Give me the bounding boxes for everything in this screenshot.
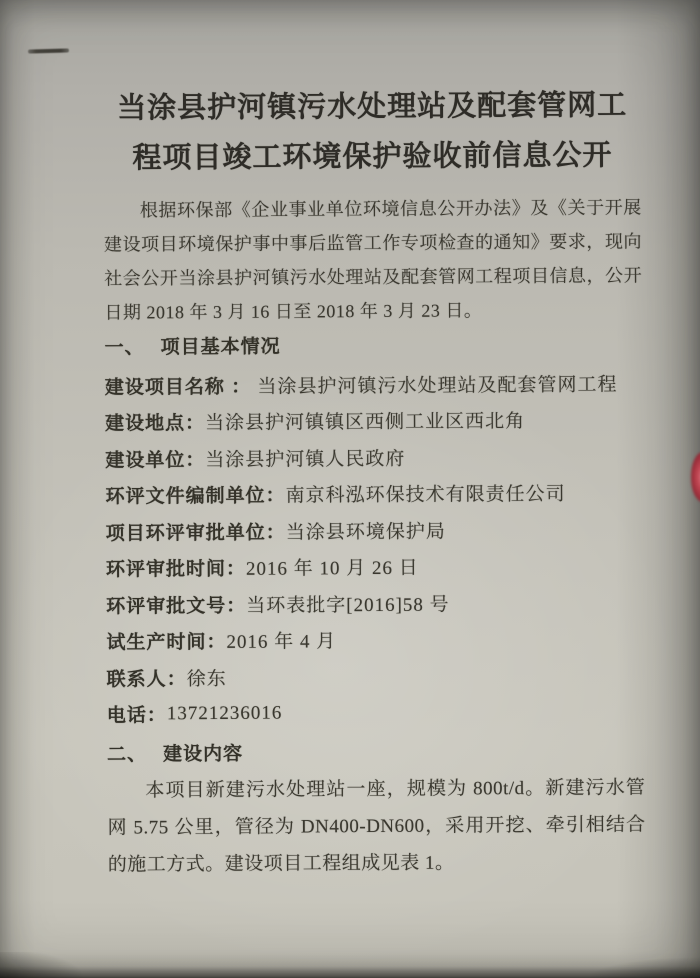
row-trial-production-date: 试生产时间 ： 2016 年 4 月 — [106, 631, 337, 654]
title-line-2: 程项目竣工环境保护验收前信息公开 — [132, 139, 613, 175]
row-location: 建设地点 ： 当涂县护河镇镇区西侧工业区西北角 — [105, 411, 526, 435]
section2-number: 二、 — [107, 744, 148, 766]
title-line-1: 当涂县护河镇污水处理站及配套管网工 — [117, 89, 628, 125]
row-eia-approval-authority: 项目环评审批单位 ： 当涂县环境保护局 — [105, 521, 446, 545]
row-contact-person: 联系人 ： 徐东 — [106, 668, 227, 691]
section1-number: 一、 — [104, 337, 145, 359]
ink-mark — [28, 48, 69, 53]
section2-paragraph: 本项目新建污水处理站一座，规模为 800t/d。新建污水管网 5.75 公里，管径为 DN400-DN600，采用开挖、牵引相结合的施工方式。建设项目工程组成见表 1。 — [107, 777, 646, 876]
row-eia-approval-date: 环评审批时间 ： 2016 年 10 月 26 日 — [105, 557, 419, 581]
project-info-list — [105, 364, 645, 732]
section1-heading-text: 项目基本情况 — [160, 336, 281, 359]
row-eia-approval-number: 环评审批文号 ： 当环表批字[2016]58 号 — [106, 594, 450, 618]
row-owner: 建设单位 ： 当涂县护河镇人民政府 — [105, 448, 406, 472]
section1-heading — [105, 332, 643, 361]
row-project-name: 建设项目名称 ： 当涂县护河镇污水处理站及配套管网工程 — [104, 374, 618, 399]
section2-heading — [107, 739, 645, 768]
document-title — [89, 80, 656, 183]
red-object-page-edge — [691, 452, 700, 502]
document-content — [103, 80, 646, 883]
row-eia-preparation-agency: 环评文件编制单位 ： 南京科泓环保技术有限责任公司 — [105, 484, 566, 508]
photo-bottom-shadow — [0, 952, 700, 978]
row-phone: 电话 ： 13721236016 — [106, 702, 283, 727]
intro-paragraph: 根据环保部《企业事业单位环境信息公开办法》及《关于开展建设项目环境保护事中事后监管工作专项检查的通知》要求，现向社会公开当涂县护河镇污水处理站及配套管网工程项目信息，公开日期 2018 年 3 月 16 日至 2018 年 3 月 23 日。 — [103, 197, 643, 323]
section2-heading-text: 建设内容 — [163, 743, 244, 766]
